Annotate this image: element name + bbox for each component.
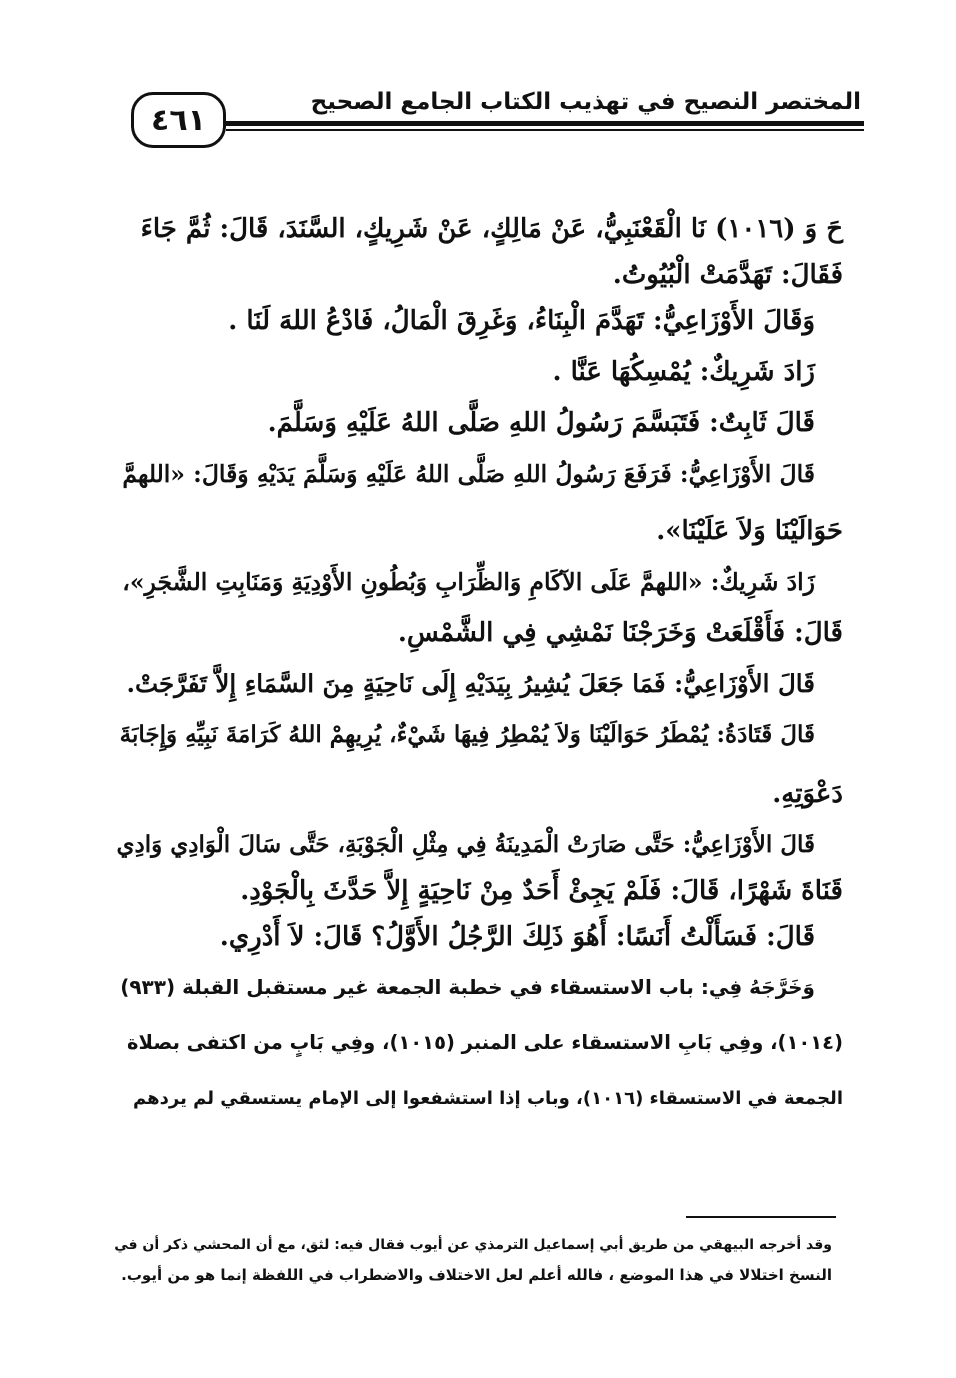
text-line: دَعْوَتِهِ. — [772, 779, 843, 809]
running-title: المختصر النصيح في تهذيب الكتاب الجامع الصحيح — [310, 89, 861, 115]
text-line: وَخَرَّجَهُ فِي: باب الاستسقاء في خطبة الجمعة غير مستقبل القبلة (٩٣٣) — [120, 975, 815, 999]
text-line: قَالَ الأَوْزَاعِيُّ: حَتَّى صَارَتْ الْمَدِينَةُ فِي مِثْلِ الْجَوْبَةِ، حَتَّى سَالَ الْوَادِي وَادِي — [116, 831, 815, 858]
text-line: قَالَ: فَأَقْلَعَتْ وَخَرَجْنَا نَمْشِي فِي الشَّمْسِ. — [397, 618, 843, 648]
text-line: حَ وَ (١٠١٦) نَا الْقَعْنَبِيُّ، عَنْ مَالِكٍ، عَنْ شَرِيكٍ، السَّنَدَ، قَالَ: ثُمَّ جَاءَ — [140, 214, 843, 244]
text-line: قَالَ قَتَادَةُ: يُمْطَرُ حَوَالَيْنَا وَلاَ يُمْطِرُ فِيهَا شَيْءٌ، يُرِيهِمْ اللهُ كَرَامَةَ نَبِيِّهِ وَإِجَابَةَ — [119, 721, 815, 748]
page-number-box — [131, 92, 226, 148]
text-line: قَالَ ثَابِتٌ: فَتَبَسَّمَ رَسُولُ اللهِ صَلَّى اللهُ عَلَيْهِ وَسَلَّمَ. — [267, 408, 815, 438]
text-line: حَوَالَيْنَا وَلاَ عَلَيْنَا». — [656, 516, 843, 546]
text-line: فَقَالَ: تَهَدَّمَتْ الْبُيُوتُ. — [612, 260, 843, 290]
text-line: (١٠١٤)، وفِي بَابِ الاستسقاء على المنبر (١٠١٥)، وفِي بَابٍ من اكتفى بصلاة — [127, 1031, 843, 1054]
main-text — [118, 212, 843, 1115]
footnote-line: النسخ اختلالا في هذا الموضع ، فالله أعلم لعل الاختلاف والاضطراب في اللفظة إنما هو من أيوب. — [121, 1266, 832, 1284]
text-line: قَالَ: فَسَأَلْتُ أَنَسًا: أَهُوَ ذَلِكَ الرَّجُلُ الأَوَّلُ؟ قَالَ: لاَ أَدْرِي. — [219, 922, 815, 952]
text-line: وَقَالَ الأَوْزَاعِيُّ: تَهَدَّمَ الْبِنَاءُ، وَغَرِقَ الْمَالُ، فَادْعُ اللهَ لَنَا . — [228, 306, 815, 336]
page-number: ٤٦١ — [151, 102, 206, 138]
text-line: زَادَ شَرِيكٌ: يُمْسِكُهَا عَنَّا . — [552, 357, 815, 387]
footnote-line: وقد أخرجه البيهقي من طريق أبي إسماعيل الترمذي عن أيوب فقال فيه: لثق، مع أن المحشي ذكر أن في — [114, 1237, 832, 1253]
text-line: قَالَ الأَوْزَاعِيُّ: فَرَفَعَ رَسُولُ اللهِ صَلَّى اللهُ عَلَيْهِ وَسَلَّمَ يَدَيْهِ وَقَالَ: «اللهمَّ — [122, 460, 815, 488]
header-rule — [226, 121, 864, 126]
text-line: قَنَاةَ شَهْرًا، قَالَ: فَلَمْ يَجِئْ أَحَدٌ مِنْ نَاحِيَةٍ إِلاَّ حَدَّثَ بِالْجَوْدِ. — [240, 876, 843, 906]
text-line: الجمعة في الاستسقاء (١٠١٦)، وباب إذا استشفعوا إلى الإمام يستسقي لم يردهم — [133, 1088, 843, 1109]
footnote — [110, 1230, 832, 1290]
text-line: زَادَ شَرِيكٌ: «اللهمَّ عَلَى الآكَامِ وَالظِّرَابِ وَبُطُونِ الأَوْدِيَةِ وَمَنَابِتِ الشَّجَرِ»، — [122, 568, 815, 596]
header-rule-thin — [226, 129, 864, 131]
footnote-rule — [686, 1216, 836, 1218]
text-line: قَالَ الأَوْزَاعِيُّ: فَمَا جَعَلَ يُشِيرُ بِيَدَيْهِ إِلَى نَاحِيَةٍ مِنَ السَّمَاءِ إِلاَّ تَفَرَّجَتْ. — [126, 669, 815, 698]
